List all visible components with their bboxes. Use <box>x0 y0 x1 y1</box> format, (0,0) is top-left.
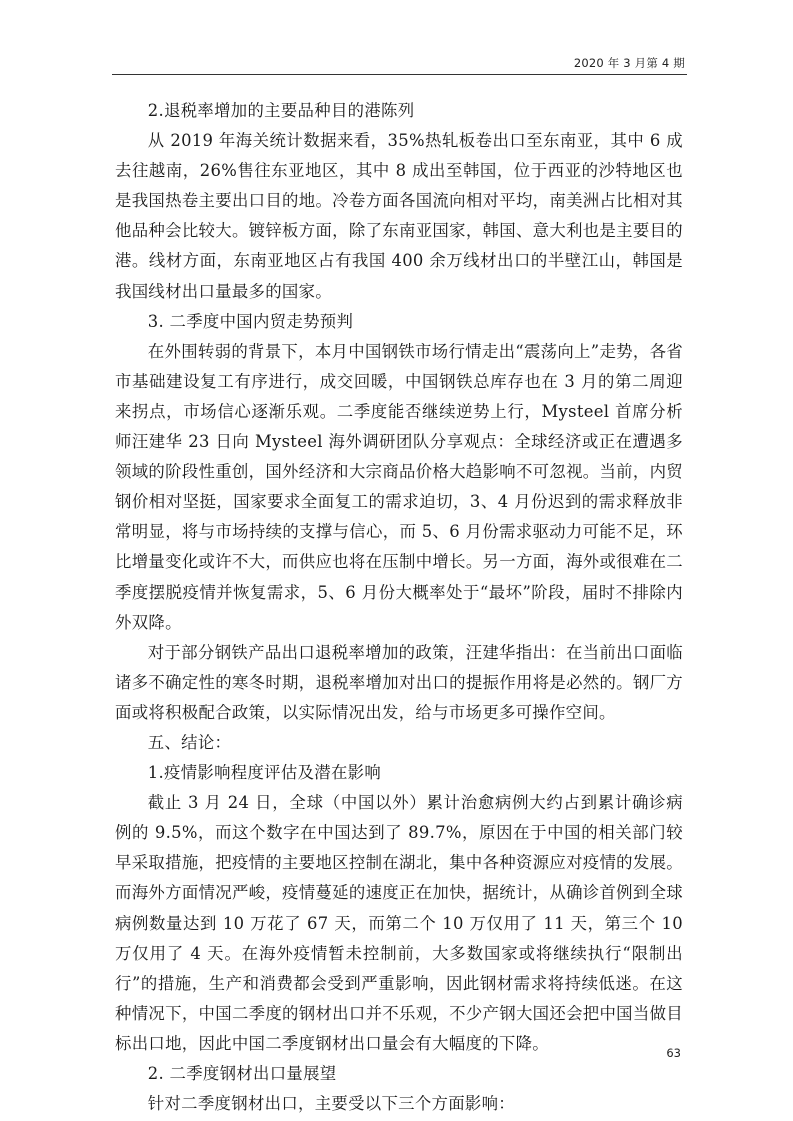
paragraph-rebate-policy: 对于部分钢铁产品出口退税率增加的政策，汪建华指出：在当前出口面临诸多不确定性的寒冬时期，退税率增加对出口的提振作用将是必然的。钢厂方面或将积极配合政策，以实际情况出发，给与市场更多可操作空间。 <box>115 642 683 722</box>
page-number: 63 <box>666 1046 681 1060</box>
paragraph-q2-export-factors: 针对二季度钢材出口，主要受以下三个方面影响： <box>147 1094 515 1114</box>
paragraph-domestic-outlook: 在外围转弱的背景下，本月中国钢铁市场行情走出“震荡向上”走势，各省市基础建设复工有序进行，成交回暖，中国钢铁总库存也在 3 月的第二周迎来拐点，市场信心逐渐乐观。二季度能否继续逆势上行，Mysteel 首席分析师汪建华 23 日向 Mysteel 海外调研团队分享观点：全球经济或正在遭遇多领域的阶段性重创，国外经济和大宗商品价格大趋影响不可忽视。当前，内贸钢价相对坚挺，国家要求全面复工的需求迫切，3、4 月份迟到的需求释放非常明显，将与市场持续的支撑与信心，而 5、6 月份需求驱动力可能不足，环比增量变化或许不大，而供应也将在压制中增长。另一方面，海外或很难在二季度摆脱疫情并恢复需求，5、6 月份大概率处于“最坏”阶段，届时不排除内外双降。 <box>115 341 683 632</box>
subheading-q2-export-outlook: 2. 二季度钢材出口量展望 <box>147 1064 337 1083</box>
issue-label: 2020 年 3 月第 4 期 <box>573 56 685 70</box>
subheading-rebate-destinations: 2.退税率增加的主要品种目的港陈列 <box>147 101 415 120</box>
subheading-epidemic-impact: 1.疫情影响程度评估及潜在影响 <box>147 763 382 783</box>
subheading-q2-domestic-outlook: 3. 二季度中国内贸走势预判 <box>147 311 354 331</box>
header-divider <box>112 74 687 75</box>
paragraph-epidemic-impact: 截止 3 月 24 日，全球（中国以外）累计治愈病例大约占到累计确诊病例的 9.5%，而这个数字在中国达到了 89.7%，原因在于中国的相关部门较早采取措施，把疫情的主要地区控制在湖北，集中各种资源应对疫情的发展。而海外方面情况严峻，疫情蔓延的速度正在加快，据统计，从确诊首例到全球病例数量达到 10 万花了 67 天，而第二个 10 万仅用了 11 天，第三个 10 万仅用了 4 天。在海外疫情暂未控制前，大多数国家或将继续执行“限制出行”的措施，生产和消费都会受到严重影响，因此钢材需求将持续低迷。在这种情况下，中国二季度的钢材出口并不乐观，不少产钢大国还会把中国当做目标出口地，因此中国二季度钢材出口量会有大幅度的下降。 <box>115 793 683 1053</box>
section-heading-conclusion: 五、结论： <box>147 732 232 752</box>
paragraph-destinations: 从 2019 年海关统计数据来看，35%热轧板卷出口至东南亚，其中 6 成去往越南，26%售往东亚地区，其中 8 成出至韩国，位于西亚的沙特地区也是我国热卷主要出口目的地。冷卷方面各国流向相对平均，南美洲占比相对其他品种会比较大。镀锌板方面，除了东南亚国家，韩国、意大利也是主要目的港。线材方面，东南亚地区占有我国 400 余万线材出口的半壁江山，韩国是我国线材出口量最多的国家。 <box>115 131 683 301</box>
article-body <box>115 96 683 1119</box>
